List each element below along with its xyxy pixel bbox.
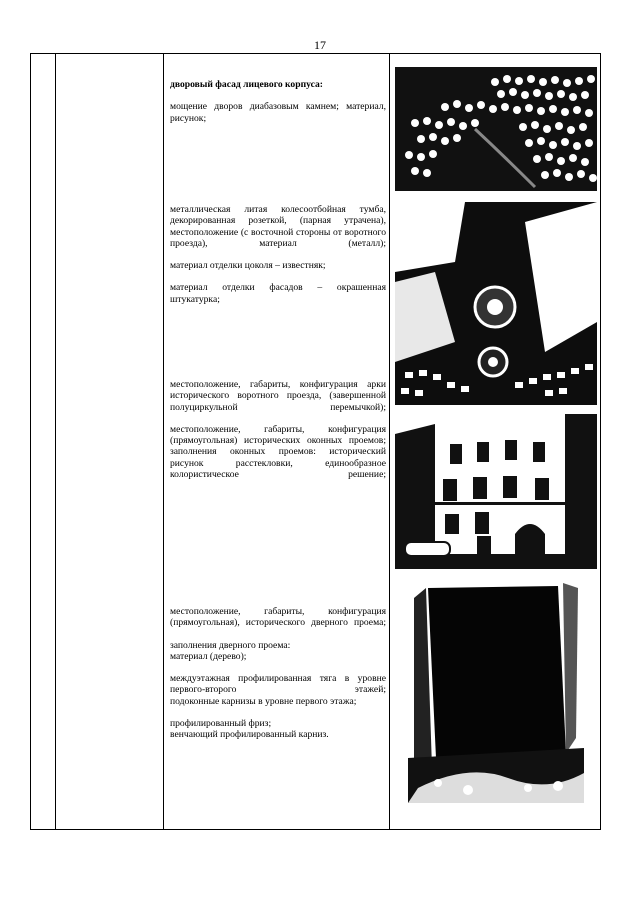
- bollard-photo: [395, 202, 597, 405]
- paragraph: местоположение, габариты, конфигурация (прямоугольная), исторического дверного проема;: [170, 606, 386, 629]
- paragraph: подоконные карнизы в уровне первого этажа;: [170, 695, 357, 707]
- paragraph: материал (дерево);: [170, 650, 247, 662]
- column-divider: [55, 54, 56, 829]
- heritage-table: [30, 53, 601, 830]
- paragraph: металлическая литая колесоотбойная тумба, декорированная розеткой, (парная утрачена), местоположение (с восточной стороны от воротного проезда), материал (металл);: [170, 204, 386, 249]
- paragraph: междуэтажная профилированная тяга в уровне первого-второго этажей;: [170, 673, 386, 696]
- paragraph: профилированный фриз;: [170, 718, 272, 730]
- doorway-photo: [408, 578, 584, 803]
- section-heading: дворовый фасад лицевого корпуса:: [170, 79, 323, 90]
- column-divider: [163, 54, 164, 829]
- page-number: 17: [314, 38, 326, 52]
- text-block-4: [170, 606, 386, 752]
- courtyard-facade-photo: [395, 414, 597, 569]
- column-divider: [389, 54, 390, 829]
- paragraph: заполнения оконных проемов: исторический рисунок расстекловки, единообразное колористическое решение;: [170, 446, 386, 481]
- paragraph: заполнения дверного проема:: [170, 639, 291, 651]
- text-block-2: [170, 204, 386, 316]
- paragraph: мощение дворов диабазовым камнем; материал, рисунок;: [170, 101, 386, 124]
- paragraph: материал отделки цоколя – известняк;: [170, 260, 326, 272]
- paragraph: местоположение, габариты, конфигурация (прямоугольная) исторических оконных проемов;: [170, 423, 386, 447]
- paragraph: материал отделки фасадов – окрашенная штукатурка;: [170, 282, 386, 305]
- text-block-1: [170, 79, 386, 135]
- paving-stones-photo: [395, 67, 597, 191]
- paragraph: венчающий профилированный карниз.: [170, 729, 329, 741]
- paragraph: местоположение, габариты, конфигурация арки исторического воротного проезда, (завершенной полуциркульной перемычкой);: [170, 379, 386, 413]
- text-block-3: [170, 379, 386, 491]
